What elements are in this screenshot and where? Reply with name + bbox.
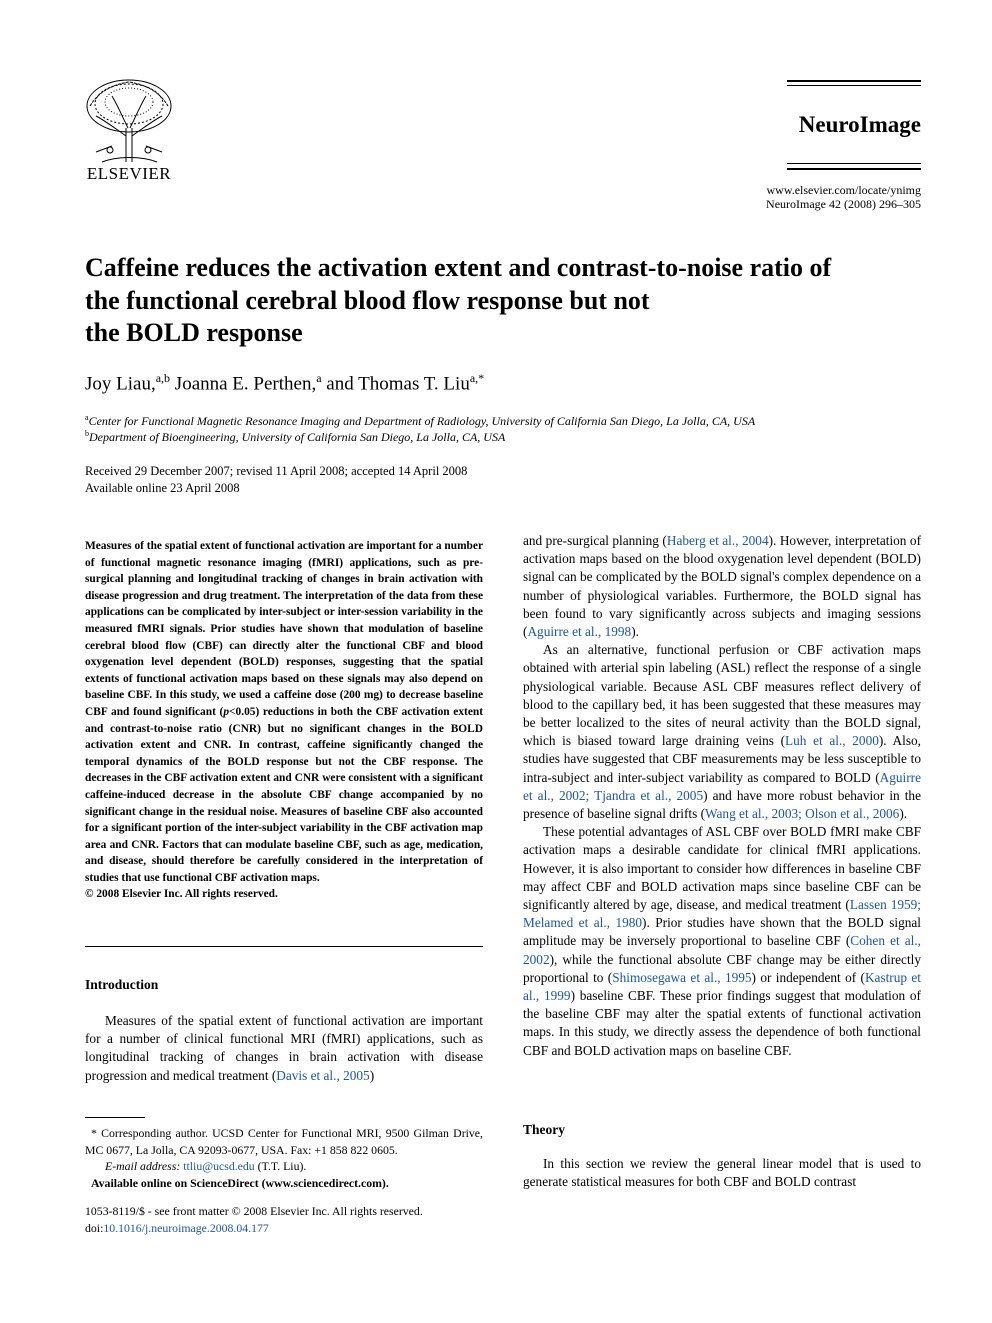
text-run: ). However, interpretation of activation maps based on the blood oxygenation level dependent (BOLD) signal can be complicated by the BOLD signal's complex dependence on a number of physiological variables. Furthermore, the BOLD signal has been found to vary significantly across subjects and imaging sessions ( (523, 533, 921, 640)
author-affil-sup: a,b (155, 371, 171, 385)
footnote-divider (85, 1117, 145, 1118)
reference-link[interactable]: Luh et al., 2000 (785, 733, 879, 749)
publisher-name: ELSEVIER (86, 164, 172, 183)
footnotes (85, 1125, 483, 1191)
affiliation-text: Center for Functional Magnetic Resonance Imaging and Department of Radiology, University of California San Diego, La Jolla, CA, USA (88, 414, 756, 428)
available-online-date: Available online 23 April 2008 (85, 481, 240, 495)
header-rule (787, 163, 921, 164)
title-line: the BOLD response (85, 318, 303, 347)
text-run: ), while the functional absolute CBF change may be either directly proportional to ( (523, 951, 921, 985)
abstract-part: Measures of the spatial extent of functional activation are important for a number of functional magnetic resonance imaging (fMRI) applications, such as pre-surgical planning and longitudinal tracking of changes in brain activation with disease progression and drug treatment. The interpretation of the data from these applications can be complicated by inter-subject or inter-session variability in the measured fMRI signals. Prior studies have shown that modulation of baseline cerebral blood flow (CBF) can directly alter the functional CBF and blood oxygenation level dependent (BOLD) responses, suggesting that the spatial extents of functional activation maps based on these signals may also depend on baseline CBF. In this study, we used a caffeine dose (200 mg) to decrease baseline CBF and found significant ( (85, 540, 483, 718)
author-name[interactable]: Joy Liau, (85, 373, 156, 395)
sciencedirect-note: Available online on ScienceDirect (www.sciencedirect.com). (91, 1175, 389, 1190)
paragraph (523, 532, 921, 641)
received-dates: Received 29 December 2007; revised 11 April 2008; accepted 14 April 2008 (85, 464, 468, 478)
journal-url[interactable]: www.elsevier.com/locate/ynimg (766, 183, 921, 197)
text-run: ) or independent of ( (751, 969, 865, 985)
paragraph (523, 641, 921, 823)
affiliation-sup: b (85, 429, 89, 438)
email-link[interactable]: ttliu@ucsd.edu (183, 1159, 255, 1174)
reference-link[interactable]: Wang et al., 2003; Olson et al., 2006 (705, 806, 900, 822)
article-title (85, 252, 925, 350)
text-run: ) and have more robust behavior in the presence of baseline signal drifts ( (523, 787, 921, 822)
header-rule (787, 85, 921, 86)
affiliation-sup: a (85, 413, 89, 422)
text-run: and pre-surgical planning ( (523, 533, 667, 548)
abstract-text (85, 538, 483, 886)
author-affil-sup: a,* (469, 371, 485, 385)
reference-link[interactable]: Haberg et al., 2004 (666, 533, 769, 548)
text-run: ) baseline CBF. These prior findings suggest that modulation of the baseline CBF may alter the spatial extents of functional activation maps. In this study, we directly assess the dependence of both functional CBF and BOLD activation maps on baseline CBF. (523, 988, 921, 1058)
introduction-text (85, 1012, 483, 1085)
section-heading-theory: Theory (523, 1122, 565, 1137)
reference-link[interactable]: Kastrup et al., 1999 (523, 969, 921, 1004)
email-suffix: (T.T. Liu). (254, 1159, 307, 1174)
reference-link[interactable]: Aguirre et al., 2002; Tjandra et al., 2005 (523, 769, 921, 803)
reference-link[interactable]: Shimosegawa et al., 1995 (612, 969, 752, 985)
text-run: These potential advantages of ASL CBF over BOLD fMRI make CBF activation maps a desirable candidate for clinical fMRI applications. However, it is also important to consider how differences in baseline CBF may affect CBF and BOLD activation maps since baseline CBF can be significantly altered by age, disease, and medical treatment ( (523, 824, 921, 913)
text-run: ). (899, 806, 908, 822)
abstract-part: <0.05) reductions in both the CBF activation extent and contrast-to-noise ratio (CNR) but no significant changes in the BOLD activation extent and CNR. In contrast, caffeine significantly changed the temporal dynamics of the BOLD response but not the CBF response. The decreases in the CBF activation extent and CNR were consistent with a significant caffeine-induced decrease in the absolute CBF change accompanied by no significant change in the residual noise. Measures of baseline CBF also accounted for a significant portion of the inter-subject variability in the CBF activation map area and CNR. Factors that can modulate baseline CBF, such as age, medication, and disease, should therefore be carefully considered in the interpretation of studies that use functional CBF activation maps. (85, 705, 484, 884)
text-run: As an alternative, functional perfusion or CBF activation maps obtained with arterial spin labeling (ASL) reflect the response of a single physiological variable. Because ASL CBF measures reflect delivery of blood to the capillary bed, it has been suggested that these measures may be better localized to the sites of neural activity than the BOLD signal, which is biased toward large draining veins ( (523, 642, 921, 749)
title-line: Caffeine reduces the activation extent and contrast-to-noise ratio of (85, 253, 832, 282)
title-line: the functional cerebral blood flow response but not (85, 285, 650, 315)
author-list (85, 371, 925, 395)
header-rule (787, 80, 921, 82)
theory-text (523, 1155, 921, 1191)
abstract (85, 538, 483, 903)
reference-link[interactable]: Davis et al., 2005 (276, 1067, 370, 1083)
reference-link[interactable]: Cohen et al., 2002 (523, 933, 921, 967)
header-rule (787, 168, 921, 170)
affiliation (85, 429, 945, 445)
page-footer (85, 1203, 483, 1236)
section-heading-introduction: Introduction (85, 977, 159, 992)
email-note (85, 1158, 483, 1175)
abstract-copyright: © 2008 Elsevier Inc. All rights reserved. (85, 888, 278, 901)
text-run: ). Prior studies have shown that the BOLD signal amplitude may be inversely proportional to baseline CBF ( (523, 915, 922, 949)
doi-prefix: doi: (85, 1220, 104, 1235)
abstract-divider (85, 946, 483, 947)
text-run: ) (369, 1067, 375, 1083)
p-symbol: p (223, 705, 230, 718)
corresponding-author-note: * Corresponding author. UCSD Center for Functional MRI, 9500 Gilman Drive, MC 0677, La Jolla, CA 92093-0677, USA. Fax: +1 858 822 0605. (85, 1126, 483, 1157)
issn-line: 1053-8119/$ - see front matter © 2008 Elsevier Inc. All rights reserved. (85, 1204, 423, 1218)
email-label: E-mail address: (105, 1159, 181, 1174)
affiliation-text: Department of Bioengineering, University of California San Diego, La Jolla, CA, USA (89, 430, 506, 444)
author-name[interactable]: Joanna E. Perthen, (174, 373, 317, 395)
text-run: Measures of the spatial extent of functional activation are important for a number of clinical functional MRI (fMRI) applications, such as longitudinal tracking of changes in brain activation with disease progression and medical treatment ( (85, 1013, 483, 1083)
doi-line (85, 1220, 483, 1237)
text-run: ). Also, studies have suggested that CBF measurements may be less susceptible to intra-subject and inter-subject variability as compared to BOLD ( (523, 733, 921, 785)
reference-link[interactable]: Lassen 1959; Melamed et al., 1980 (523, 897, 921, 931)
paragraph (85, 1012, 483, 1085)
right-column-text (523, 532, 921, 1060)
doi-link[interactable]: 10.1016/j.neuroimage.2008.04.177 (103, 1220, 269, 1235)
text-run: ). (631, 624, 639, 640)
paragraph (523, 823, 921, 1060)
author-affil-sup: a (316, 371, 322, 385)
paragraph: In this section we review the general linear model that is used to generate statistical measures for both CBF and BOLD contrast (523, 1156, 921, 1190)
affiliation (85, 413, 945, 429)
journal-name: NeuroImage (798, 112, 921, 137)
reference-link[interactable]: Aguirre et al., 1998 (527, 624, 632, 640)
author-name[interactable]: and Thomas T. Liu (326, 373, 470, 395)
journal-citation: NeuroImage 42 (2008) 296–305 (766, 197, 921, 211)
